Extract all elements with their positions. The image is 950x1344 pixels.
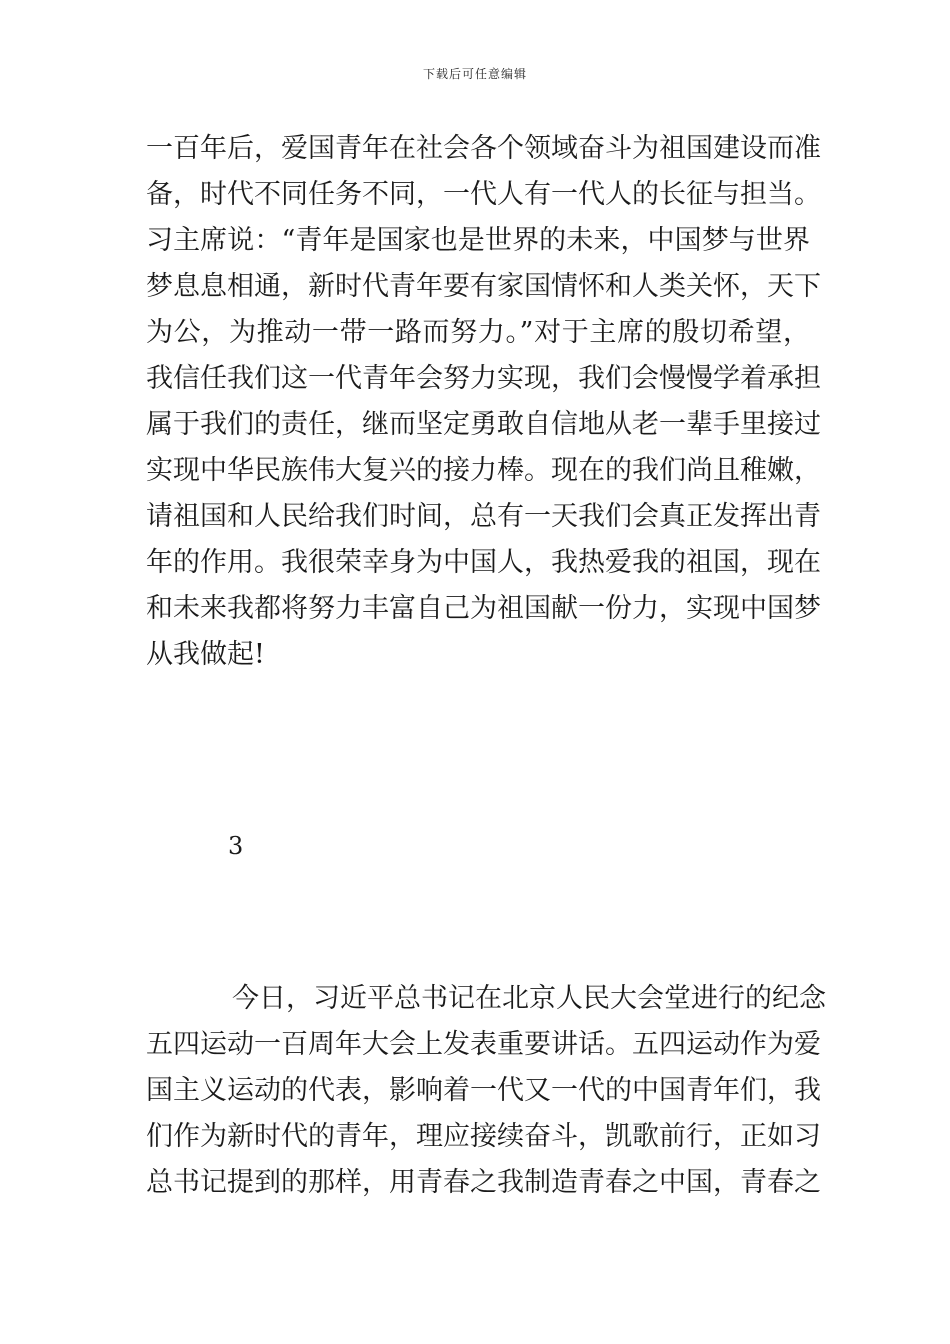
paragraph-line: 们作为新时代的青年，理应接续奋斗，凯歌前行，正如习 xyxy=(146,1121,821,1152)
paragraph-line: 今日，习近平总书记在北京人民大会堂进行的纪念 xyxy=(232,983,826,1014)
paragraph-line: 我信任我们这一代青年会努力实现，我们会慢慢学着承担 xyxy=(146,363,821,394)
paragraph-line: 实现中华民族伟大复兴的接力棒。现在的我们尚且稚嫩， xyxy=(146,455,821,486)
paragraph-line: 总书记提到的那样，用青春之我制造青春之中国，青春之 xyxy=(146,1167,821,1198)
section-number: 3 xyxy=(228,832,244,860)
paragraph-line: 请祖国和人民给我们时间，总有一天我们会真正发挥出青 xyxy=(146,501,821,532)
paragraph-line: 为公，为推动一带一路而努力。”对于主席的殷切希望， xyxy=(146,317,810,348)
paragraph-line: 从我做起! xyxy=(146,639,265,670)
header-note: 下载后可任意编辑 xyxy=(422,67,527,81)
paragraph-line: 习主席说：“青年是国家也是世界的未来，中国梦与世界 xyxy=(146,225,810,256)
paragraph-line: 年的作用。我很荣幸身为中国人，我热爱我的祖国，现在 xyxy=(146,547,821,578)
paragraph-line: 属于我们的责任，继而坚定勇敢自信地从老一辈手里接过 xyxy=(146,409,821,440)
paragraph-one xyxy=(146,126,821,678)
paragraph-two xyxy=(146,976,826,1206)
paragraph-line: 五四运动一百周年大会上发表重要讲话。五四运动作为爱 xyxy=(146,1029,821,1060)
paragraph-line: 一百年后，爱国青年在社会各个领域奋斗为祖国建设而准 xyxy=(146,133,821,164)
paragraph-line: 和未来我都将努力丰富自己为祖国献一份力，实现中国梦 xyxy=(146,593,821,624)
paragraph-line: 梦息息相通，新时代青年要有家国情怀和人类关怀，天下 xyxy=(146,271,821,302)
paragraph-line: 备，时代不同任务不同，一代人有一代人的长征与担当。 xyxy=(146,179,821,210)
paragraph-line: 国主义运动的代表，影响着一代又一代的中国青年们，我 xyxy=(146,1075,821,1106)
